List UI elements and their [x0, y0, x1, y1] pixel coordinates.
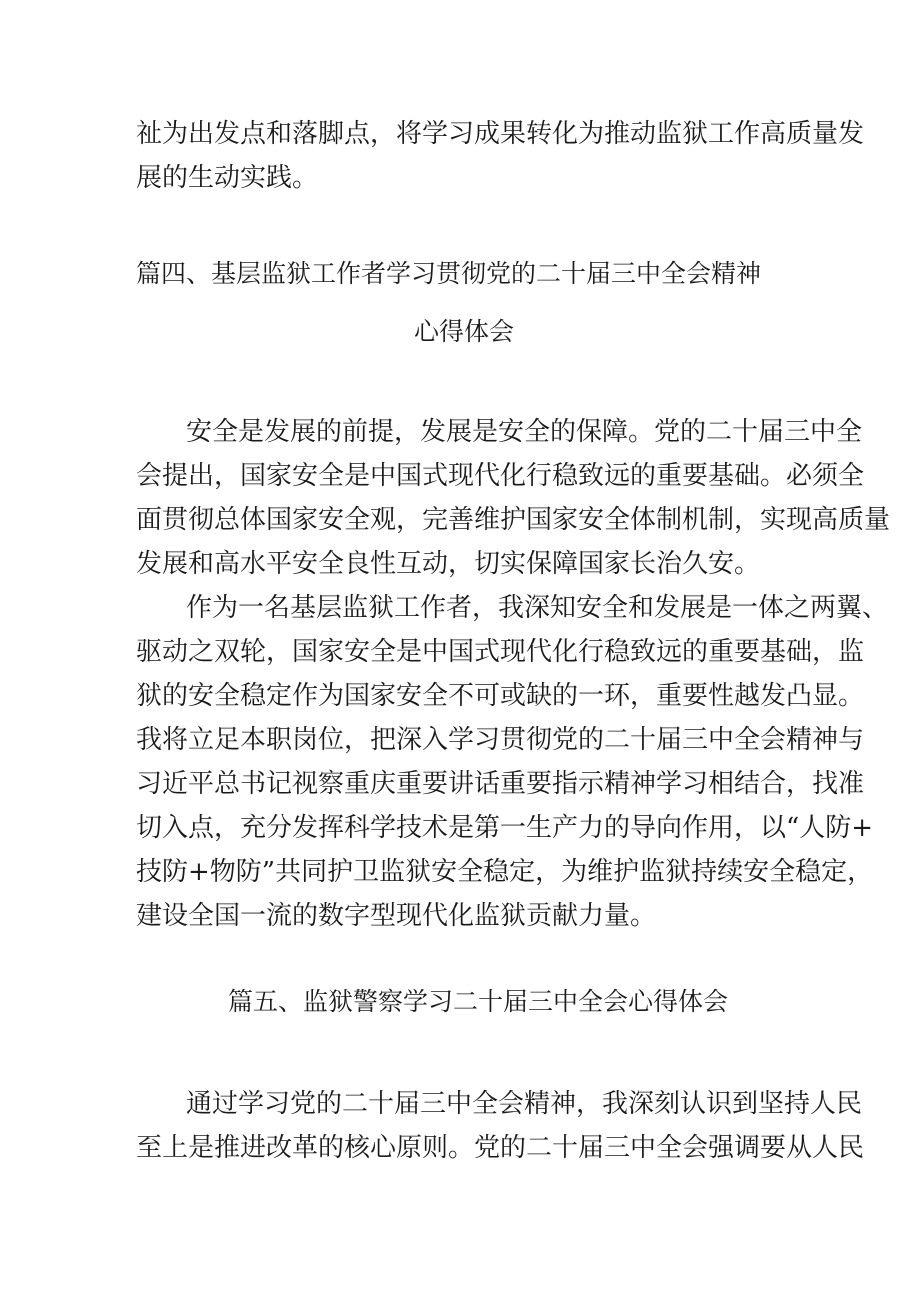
- section4-para2-line-5: 习近平总书记视察重庆重要讲话重要指示精神学习相结合，找准: [136, 769, 865, 799]
- section4-para2-line-6: 切入点，充分发挥科学技术是第一生产力的导向作用，以“人防+: [136, 813, 874, 843]
- section4-para2-line-4: 我将立足本职岗位，把深入学习贯彻党的二十届三中全会精神与: [136, 725, 865, 755]
- section4-para2-line-8: 建设全国一流的数字型现代化监狱贡献力量。: [136, 901, 657, 931]
- section4-title-line2: 心得体会: [414, 317, 515, 346]
- section4-title-line1: 篇四、基层监狱工作者学习贯彻党的二十届三中全会精神: [136, 259, 762, 288]
- section5-para1-line-2: 至上是推进改革的核心原则。党的二十届三中全会强调要从人民: [136, 1133, 865, 1163]
- section4-para2-line-1: 作为一名基层监狱工作者，我深知安全和发展是一体之两翼、: [186, 593, 889, 623]
- intro-line-2: 展的生动实践。: [136, 163, 319, 193]
- section4-para2-line-3: 狱的安全稳定作为国家安全不可或缺的一环，重要性越发凸显。: [136, 681, 865, 711]
- section4-para1-line-1: 安全是发展的前提，发展是安全的保障。党的二十届三中全: [186, 417, 863, 447]
- section4-para1-line-4: 发展和高水平安全良性互动，切实保障国家长治久安。: [136, 549, 761, 579]
- section4-para2-line-7: 技防+物防”共同护卫监狱安全稳定，为维护监狱持续安全稳定，: [136, 857, 874, 887]
- section4-para1-line-3: 面贯彻总体国家安全观，完善维护国家安全体制机制，实现高质量: [136, 505, 891, 535]
- section5-para1-line-1: 通过学习党的二十届三中全会精神，我深刻认识到坚持人民: [186, 1089, 863, 1119]
- section5-title: 篇五、监狱警察学习二十届三中全会心得体会: [228, 987, 729, 1016]
- intro-line-1: 祉为出发点和落脚点，将学习成果转化为推动监狱工作高质量发: [136, 119, 865, 149]
- section4-para2-line-2: 驱动之双轮，国家安全是中国式现代化行稳致远的重要基础，监: [136, 637, 865, 667]
- section4-para1-line-2: 会提出，国家安全是中国式现代化行稳致远的重要基础。必须全: [136, 461, 865, 491]
